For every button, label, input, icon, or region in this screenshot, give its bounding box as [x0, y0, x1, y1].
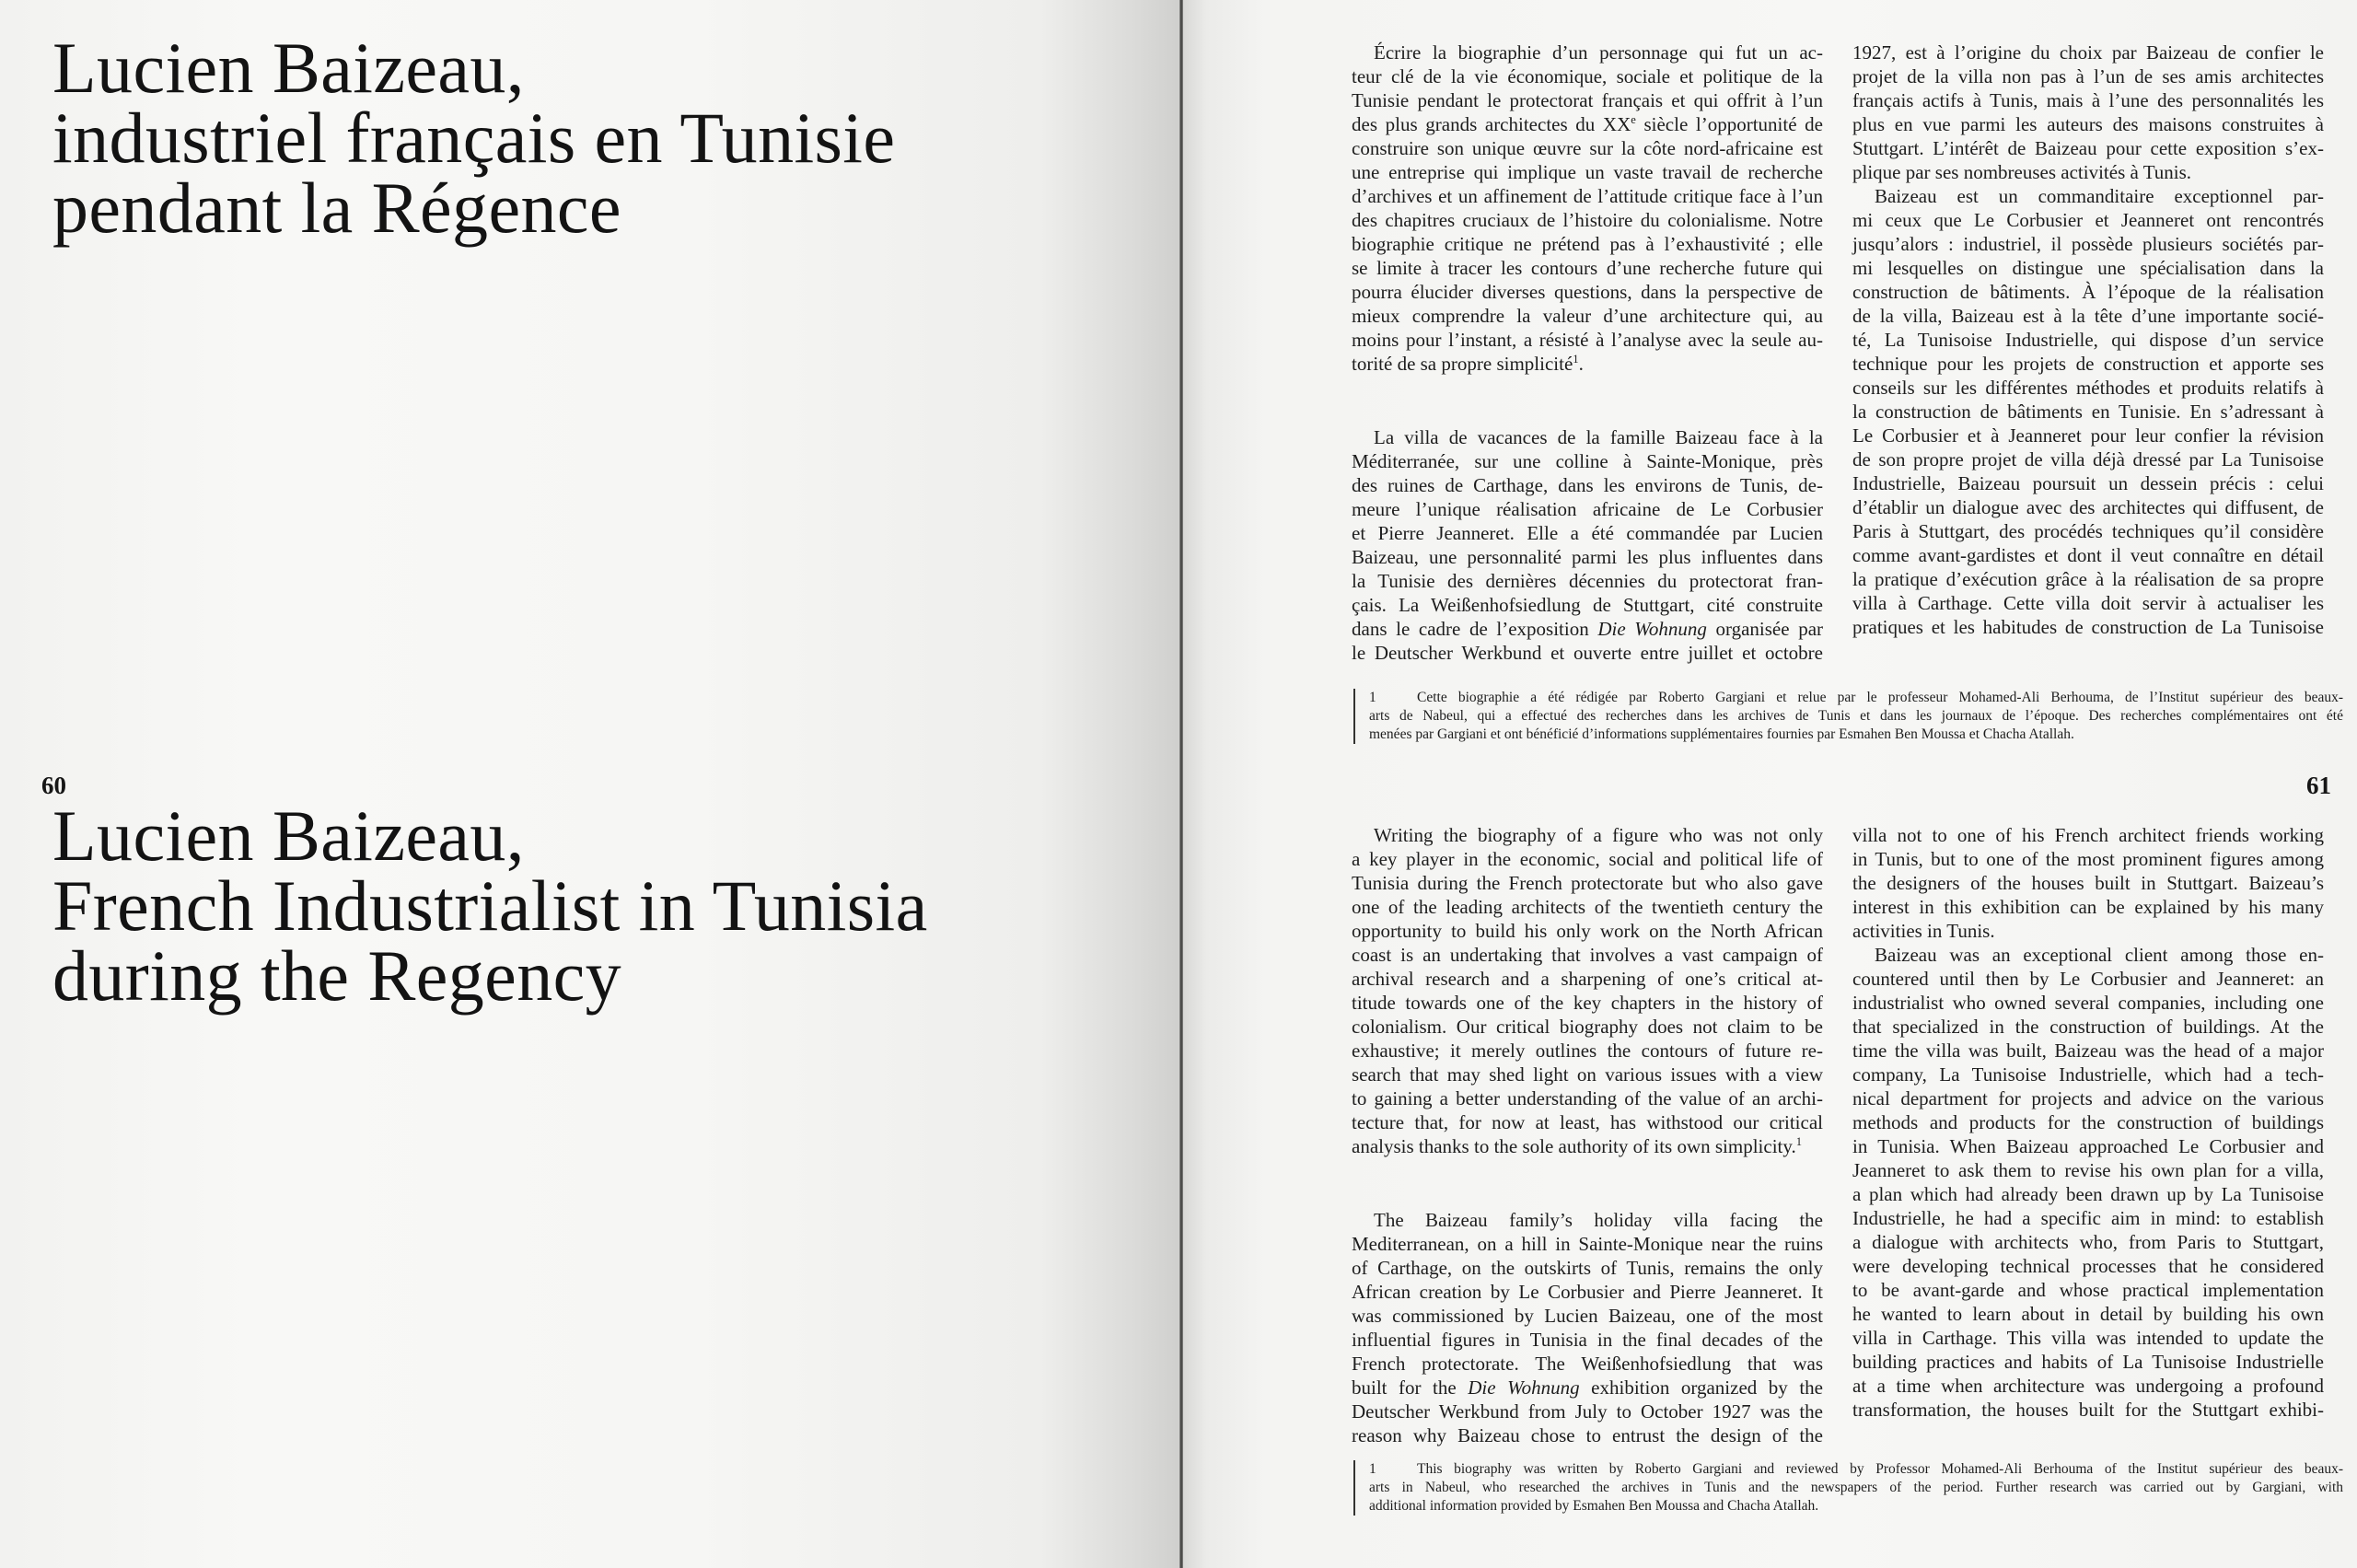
text-line: reason why Baizeau chose to entrust the design of the: [1352, 1424, 1823, 1446]
text-line: Tunisie pendant le protectorat français et qui offrit à l’un: [1352, 89, 1823, 111]
text-line: 1 This biography was written by Roberto Gargiani and reviewed by Professor Mohamed-Ali Berhouma of the Institut supérieur des beaux-: [1369, 1461, 2343, 1477]
text-line: to gaining a better understanding of the value of an archi-: [1352, 1087, 1823, 1109]
text-line: pratiques et les habitudes de construction de La Tunisoise: [1852, 616, 2324, 638]
title-line: industriel français en Tunisie: [52, 98, 896, 178]
text-line: additional information provided by Esmahen Ben Moussa and Chacha Atallah.: [1369, 1498, 1819, 1514]
text-line: La villa de vacances de la famille Baizeau face à la: [1374, 426, 1823, 448]
paragraph: [1852, 823, 2324, 943]
text-line: in Tunisia. When Baizeau approached Le Corbusier and: [1852, 1135, 2324, 1157]
text-line: arts in Nabeul, who researched the archives in Tunis and the newspapers of the period. Further research was carried out by Gargiani, with: [1369, 1480, 2343, 1495]
text-line: Méditerranée, sur une colline à Sainte-Monique, près: [1352, 450, 1823, 472]
text-line: a dialogue with architects who, from Paris to Stuttgart,: [1852, 1231, 2324, 1253]
text-line: Paris à Stuttgart, des procédés techniques qu’il considère: [1852, 520, 2324, 542]
paragraph: [1852, 184, 2324, 639]
paragraph: [1352, 41, 1823, 376]
text-line: Le Corbusier et à Jeanneret pour leur confier la révision: [1852, 424, 2324, 447]
book-spine-divider: [1179, 0, 1183, 1568]
footnote-english-text: [1369, 1460, 2343, 1516]
text-line: tecture that, for now at least, has withstood our critical: [1352, 1111, 1823, 1133]
text-line: activities in Tunis.: [1852, 920, 1995, 942]
text-line: Industrielle, Baizeau poursuit un dessein précis : celui: [1852, 472, 2324, 494]
text-line: menées par Gargiani et ont bénéficié d’informations supplémentaires fournies par Esmahen Ben Moussa et Chacha Atallah.: [1369, 726, 2074, 742]
text-line: de la villa, Baizeau est à la tête d’une importante socié-: [1852, 305, 2324, 327]
text-line: Jeanneret to ask them to revise his own plan for a villa,: [1852, 1159, 2324, 1181]
text-line: countered until then by Le Corbusier and Jeanneret: an: [1852, 968, 2324, 990]
text-line: African creation by Le Corbusier and Pierre Jeanneret. It: [1352, 1281, 1823, 1303]
text-line: the designers of the houses built in Stuttgart. Baizeau’s: [1852, 872, 2324, 894]
paragraph: [1352, 823, 1823, 1158]
text-line: la construction de bâtiments en Tunisie. En s’adressant à: [1852, 401, 2324, 423]
text-line: villa in Carthage. This villa was intended to update the: [1852, 1327, 2324, 1349]
text-line: one of the leading architects of the twentieth century the: [1352, 896, 1823, 918]
text-line: plus en vue parmi les auteurs des maisons construites à: [1852, 113, 2324, 135]
text-line: Deutscher Werkbund from July to October 1927 was the: [1352, 1400, 1823, 1423]
text-line: Baizeau was an exceptional client among those en-: [1875, 944, 2324, 966]
text-line: Writing the biography of a figure who was not only: [1374, 824, 1823, 846]
paragraph: [1369, 1460, 2343, 1516]
text-line: opportunity to build his only work on the North African: [1352, 920, 1823, 942]
text-line: d’établir un dialogue avec des architectes qui diffusent, de: [1852, 496, 2324, 518]
text-line: to be avant-garde and whose practical implementation: [1852, 1279, 2324, 1301]
text-line: that specialized in the construction of buildings. At the: [1852, 1016, 2324, 1038]
text-line: colonialism. Our critical biography does not claim to be: [1352, 1016, 1823, 1038]
text-line: building practices and habits of La Tunisoise Industrielle: [1852, 1351, 2324, 1373]
text-line: la Tunisie des dernières décennies du protectorat fran-: [1352, 570, 1823, 592]
paragraph: [1852, 41, 2324, 184]
title-line: Lucien Baizeau,: [52, 796, 525, 876]
text-line: Écrire la biographie d’un personnage qui fut un ac-: [1374, 41, 1823, 64]
title-line: French Industrialist in Tunisia: [52, 865, 928, 946]
text-line: 1 Cette biographie a été rédigée par Roberto Gargiani et relue par le professeur Mohamed-Ali Berhouma, de l’Institut supérieur des beaux-: [1369, 690, 2343, 705]
text-line: comme avant-gardistes et dont il veut connaître en détail: [1852, 544, 2324, 566]
text-line: search that may shed light on various issues with a view: [1352, 1063, 1823, 1086]
text-line: villa à Carthage. Cette villa doit servir à actualiser les: [1852, 592, 2324, 614]
text-line: meure l’unique réalisation africaine de Le Corbusier: [1352, 498, 1823, 520]
text-line: of Carthage, on the outskirts of Tunis, remains the only: [1352, 1257, 1823, 1279]
text-line: was commissioned by Lucien Baizeau, one of the most: [1352, 1305, 1823, 1327]
text-line: were developing technical processes that he considered: [1852, 1255, 2324, 1277]
text-line: interest in this exhibition can be explained by his many: [1852, 896, 2324, 918]
title-line: Lucien Baizeau,: [52, 28, 525, 108]
paragraph: [1352, 425, 1823, 665]
text-line: French protectorate. The Weißenhofsiedlung that was: [1352, 1353, 1823, 1375]
title-french: [52, 28, 896, 248]
text-line: des chapitres cruciaux de l’histoire du colonialisme. Notre: [1352, 209, 1823, 231]
text-line: villa not to one of his French architect friends working: [1852, 824, 2324, 846]
text-line: technique pour les projets de construction et apporte ses: [1852, 353, 2324, 375]
text-line: le Deutscher Werkbund et ouverte entre juillet et octobre: [1352, 642, 1823, 664]
text-line: The Baizeau family’s holiday villa facing the: [1374, 1209, 1823, 1231]
text-line: in Tunis, but to one of the most prominent figures among: [1852, 848, 2324, 870]
paragraph: [1852, 943, 2324, 1422]
text-line: nical department for projects and advice on the various: [1852, 1087, 2324, 1109]
text-line: a key player in the economic, social and political life of: [1352, 848, 1823, 870]
text-line: mi lesquelles on distingue une spécialisation dans la: [1852, 257, 2324, 279]
text-line: exhaustive; it merely outlines the contours of future re-: [1352, 1040, 1823, 1062]
text-line: transformation, the houses built for the Stuttgart exhibi-: [1852, 1399, 2324, 1421]
english-column-1: [1352, 823, 1823, 1447]
text-line: Industrielle, he had a specific aim in mind: to establish: [1852, 1207, 2324, 1229]
text-line: at a time when architecture was undergoing a profound: [1852, 1375, 2324, 1397]
text-line: coast is an undertaking that involves a vast campaign of: [1352, 944, 1823, 966]
text-line: conseils sur les différentes méthodes et produits relatifs à: [1852, 377, 2324, 399]
text-line: une entreprise qui implique un vaste travail de recherche: [1352, 161, 1823, 183]
text-line: çais. La Weißenhofsiedlung de Stuttgart, cité construite: [1352, 594, 1823, 616]
text-line: Stuttgart. L’intérêt de Baizeau pour cette exposition s’ex-: [1852, 137, 2324, 159]
text-line: 1927, est à l’origine du choix par Baizeau de confier le: [1852, 41, 2324, 64]
text-line: moins pour l’instant, a résisté à l’analyse avec la seule au-: [1352, 329, 1823, 351]
text-line: jusqu’alors : industriel, il possède plusieurs sociétés par-: [1852, 233, 2324, 255]
text-line: et Pierre Jeanneret. Elle a été commandée par Lucien: [1352, 522, 1823, 544]
text-line: arts de Nabeul, qui a effectué des recherches dans les archives de Tunis et dans les journaux de l’époque. Des recherches complémentaires ont été: [1369, 708, 2343, 724]
text-line: torité de sa propre simplicité$^1$.: [1352, 353, 1584, 375]
french-column-1: [1352, 41, 1823, 665]
text-line: a plan which had already been drawn up by La Tunisoise: [1852, 1183, 2324, 1205]
footnote-english: [1353, 1460, 2343, 1516]
english-text-columns: [1352, 823, 2324, 1447]
title-line: during the Regency: [52, 935, 622, 1016]
text-line: pourra élucider diverses questions, dans la perspective de: [1352, 281, 1823, 303]
text-line: biographie critique ne prétend pas à l’exhaustivité ; elle: [1352, 233, 1823, 255]
title-english: [52, 796, 928, 1016]
text-line: methods and products for the construction of buildings: [1852, 1111, 2324, 1133]
text-line: té, La Tunisoise Industrielle, qui dispose d’un service: [1852, 329, 2324, 351]
text-line: construction de bâtiments. À l’époque de la réalisation: [1852, 281, 2324, 303]
french-column-2: [1852, 41, 2324, 665]
title-line: pendant la Régence: [52, 168, 621, 248]
text-line: des plus grands architectes du XXe siècle l’opportunité de: [1352, 113, 1823, 135]
right-page: [1183, 0, 2357, 1568]
text-line: de son propre projet de villa déjà dressé par La Tunisoise: [1852, 448, 2324, 470]
text-line: français actifs à Tunis, mais à l’une des personnalités les: [1852, 89, 2324, 111]
text-line: la pratique d’exécution grâce à la réalisation de sa propre: [1852, 568, 2324, 590]
footnote-french-text: [1369, 689, 2343, 744]
text-line: titude towards one of the key chapters in the history of: [1352, 992, 1823, 1014]
text-line: projet de la villa non pas à l’un de ses amis architectes: [1852, 65, 2324, 87]
text-line: company, La Tunisoise Industrielle, which had a tech-: [1852, 1063, 2324, 1086]
paragraph: [1352, 1208, 1823, 1447]
text-line: plique par ses nombreuses activités à Tunis.: [1852, 161, 2192, 183]
page-number: 61: [2306, 772, 2331, 799]
text-line: teur clé de la vie économique, sociale et politique de la: [1352, 65, 1823, 87]
text-line: d’archives et un affinement de l’attitude critique face à l’un: [1352, 185, 1823, 207]
text-line: Tunisia during the French protectorate but who also gave: [1352, 872, 1823, 894]
text-line: industrialist who owned several companies, including one: [1852, 992, 2324, 1014]
text-line: dans le cadre de l’exposition Die Wohnung organisée par: [1352, 618, 1824, 640]
text-line: he wanted to learn about in detail by building his own: [1852, 1303, 2324, 1325]
paragraph: [1369, 689, 2343, 744]
text-line: construire son unique œuvre sur la côte nord-africaine est: [1352, 137, 1823, 159]
text-line: built for the Die Wohnung exhibition organized by the: [1352, 1376, 1823, 1399]
page-number: 60: [41, 772, 66, 799]
text-line: analysis thanks to the sole authority of its own simplicity.$^1$: [1352, 1135, 1803, 1157]
text-line: mi ceux que Le Corbusier et Jeanneret ont rencontrés: [1852, 209, 2324, 231]
text-line: Mediterranean, on a hill in Sainte-Monique near the ruins: [1352, 1233, 1823, 1255]
french-text-columns: [1352, 41, 2324, 665]
footnote-french: [1353, 689, 2343, 744]
text-line: archival research and a sharpening of one’s critical at-: [1352, 968, 1823, 990]
text-line: mieux comprendre la valeur d’une architecture qui, au: [1352, 305, 1823, 327]
english-column-2: [1852, 823, 2324, 1447]
text-line: des ruines de Carthage, dans les environs de Tunis, de-: [1352, 474, 1823, 496]
text-line: influential figures in Tunisia in the final decades of the: [1352, 1329, 1823, 1351]
text-line: time the villa was built, Baizeau was the head of a major: [1852, 1040, 2324, 1062]
text-line: Baizeau, une personnalité parmi les plus influentes dans: [1352, 546, 1823, 568]
text-line: se limite à tracer les contours d’une recherche future qui: [1352, 257, 1823, 279]
text-line: Baizeau est un commanditaire exceptionnel par-: [1875, 185, 2324, 207]
